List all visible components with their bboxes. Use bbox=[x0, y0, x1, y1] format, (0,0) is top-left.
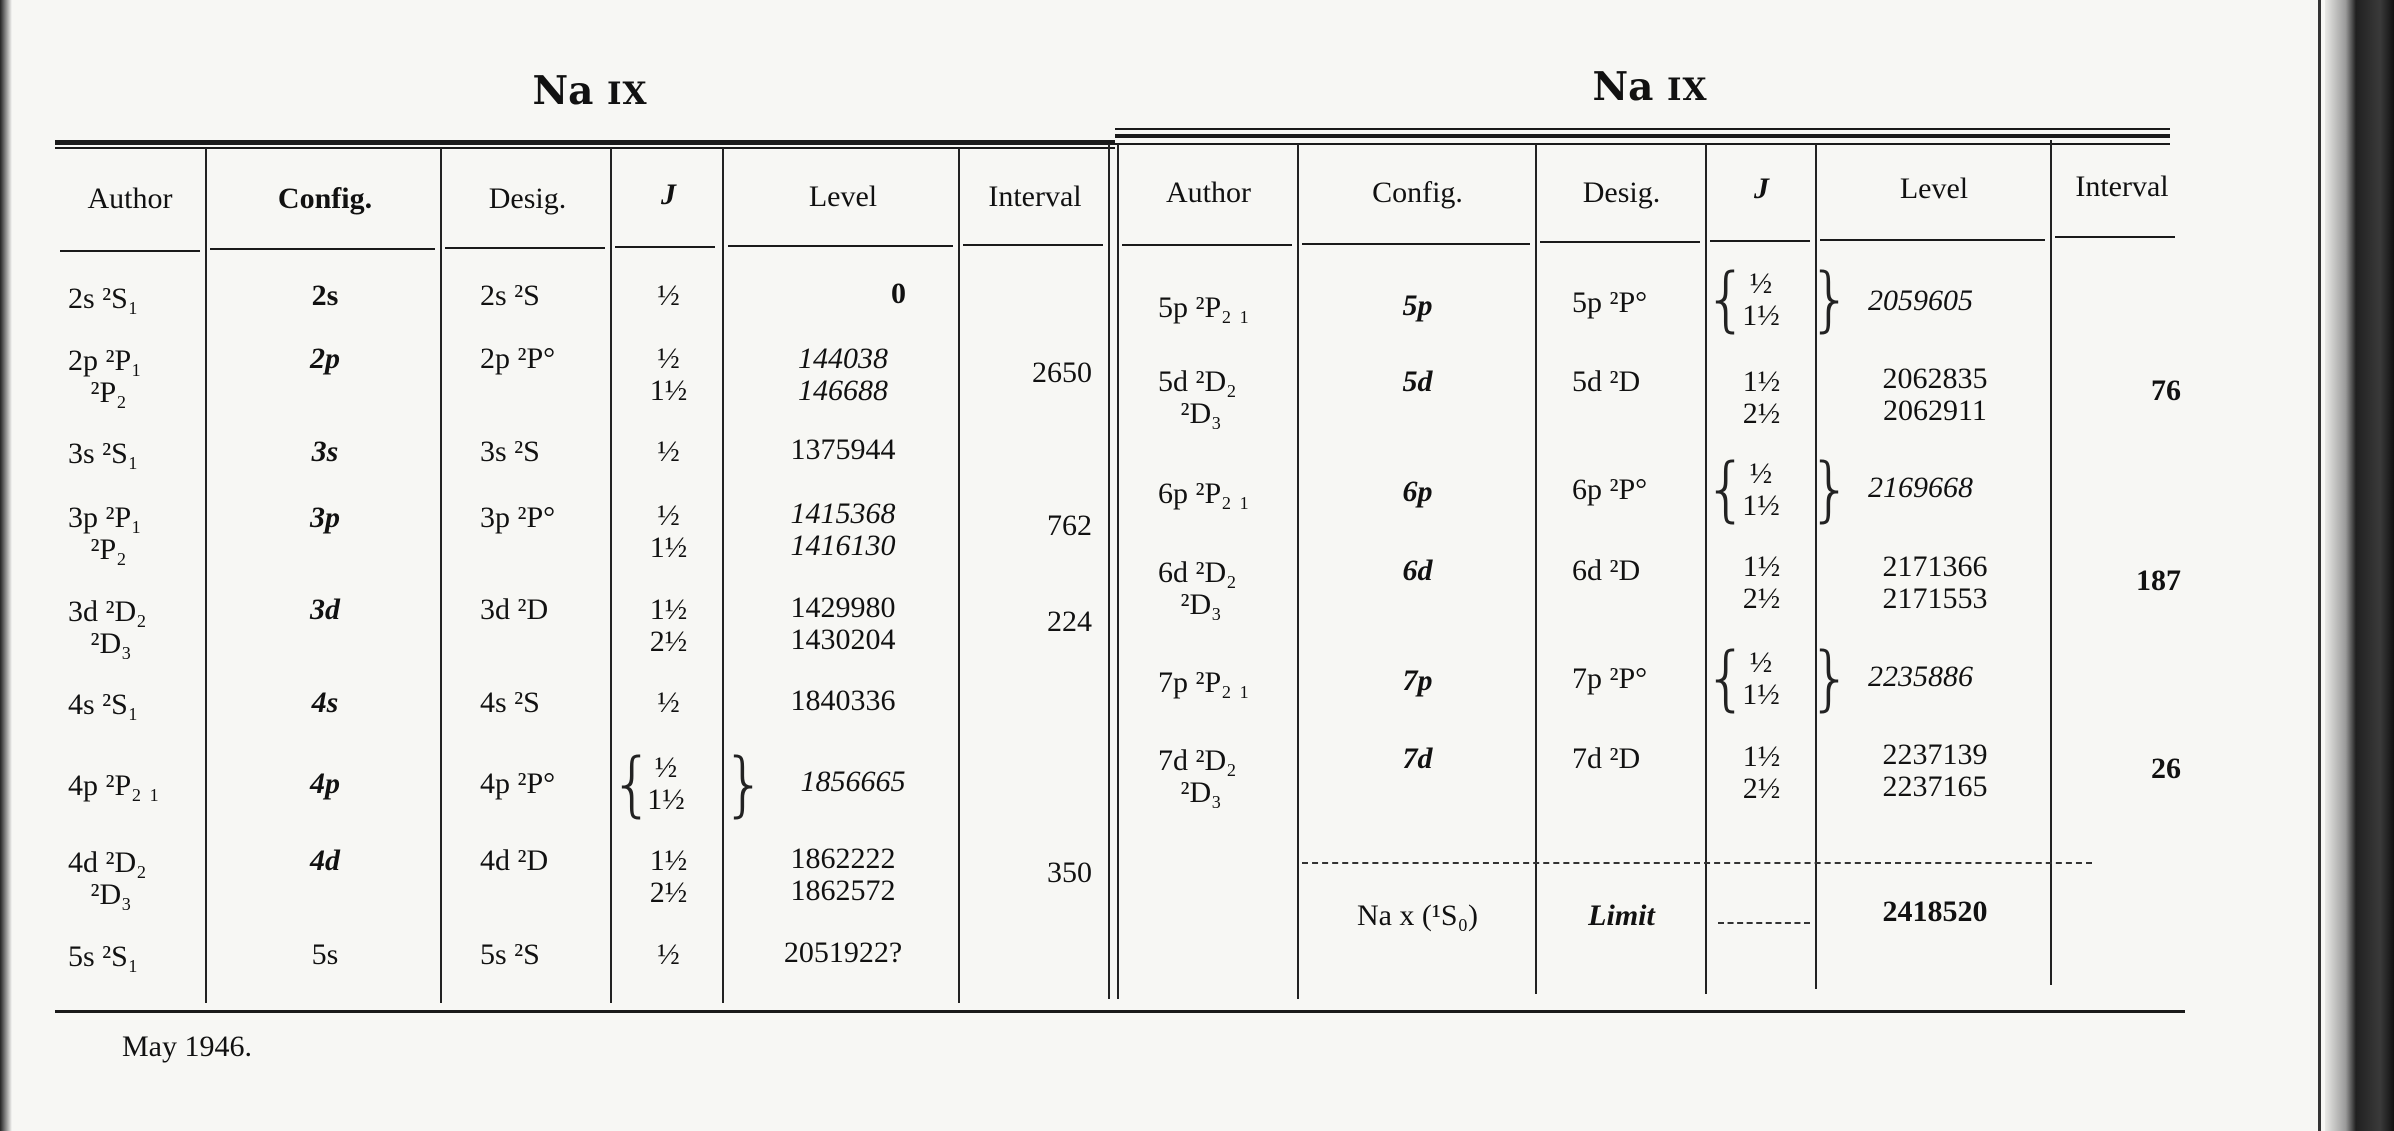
col-rule-double bbox=[1108, 144, 1110, 999]
table-cell-j: 1½ 2½ bbox=[649, 593, 688, 658]
table-cell-interval: 224 bbox=[1047, 605, 1092, 638]
left-top-rule-thin bbox=[55, 147, 1115, 149]
col-rule bbox=[610, 148, 612, 1003]
table-cell-config: 4s bbox=[311, 686, 339, 719]
header-underline bbox=[445, 247, 605, 249]
bottom-rule bbox=[55, 1010, 2185, 1013]
table-cell-config: 3p bbox=[310, 501, 340, 534]
left-header-level: Level bbox=[808, 180, 878, 213]
right-header-config: Config. bbox=[1372, 176, 1463, 209]
table-cell-level: 2062835 2062911 bbox=[1882, 362, 1988, 427]
table-cell-j: 1½ 2½ bbox=[1742, 740, 1781, 805]
table-cell-author: 2p ²P₁ ²P₂ bbox=[68, 344, 142, 409]
left-header-author: Author bbox=[87, 182, 173, 215]
right-top-rule-thin bbox=[1115, 128, 2170, 130]
table-cell-j: ½ bbox=[657, 435, 680, 468]
limit-separator bbox=[1302, 862, 2092, 864]
table-cell-author: 5s ²S₁ bbox=[68, 940, 139, 973]
table-cell-config: 5d bbox=[1402, 365, 1433, 398]
left-header-config: Config. bbox=[277, 182, 373, 215]
table-cell-level: 1375944 bbox=[790, 433, 896, 466]
col-rule bbox=[2050, 140, 2052, 985]
table-cell-author: 4d ²D₂ ²D₃ bbox=[68, 846, 147, 911]
table-cell-interval: 350 bbox=[1047, 856, 1092, 889]
table-cell-config: 6p bbox=[1402, 475, 1433, 508]
table-cell-interval: 762 bbox=[1047, 509, 1092, 542]
table-cell-level: 144038 146688 bbox=[798, 342, 888, 407]
table-cell-config: 7p bbox=[1402, 664, 1433, 697]
table-cell-desig: 3s ²S bbox=[480, 435, 540, 468]
table-cell-config: 4p bbox=[310, 767, 340, 800]
table-cell-level: 2237139 2237165 bbox=[1882, 738, 1988, 803]
table-cell-desig: 4s ²S bbox=[480, 686, 540, 719]
col-rule bbox=[205, 148, 207, 1003]
right-header-author: Author bbox=[1166, 176, 1251, 209]
header-underline bbox=[963, 244, 1103, 246]
right-brace: } bbox=[722, 743, 767, 825]
table-cell-j: ½ 1½ bbox=[1742, 457, 1780, 522]
table-cell-author: 4p ²P₂ ₁ bbox=[68, 769, 160, 802]
table-cell-level: 2051922? bbox=[783, 936, 903, 969]
left-header-interval: Interval bbox=[988, 180, 1082, 213]
col-rule bbox=[440, 148, 442, 1003]
table-cell-author: 3d ²D₂ ²D₃ bbox=[68, 595, 147, 660]
table-cell-desig: 5s ²S bbox=[480, 938, 540, 971]
table-cell-config: 2p bbox=[310, 342, 340, 375]
table-cell-desig: 2p ²P° bbox=[480, 342, 556, 375]
limit-j-dash bbox=[1718, 922, 1810, 924]
table-cell-desig: 3d ²D bbox=[480, 593, 549, 626]
top-rule-join bbox=[55, 143, 2170, 145]
table-cell-config: 2s bbox=[311, 279, 339, 312]
left-brace: { bbox=[1704, 258, 1749, 340]
right-brace: } bbox=[1808, 637, 1853, 719]
table-cell-desig: 2s ²S bbox=[480, 279, 540, 312]
left-brace: { bbox=[1704, 637, 1749, 719]
table-cell-level: 2171366 2171553 bbox=[1882, 550, 1988, 615]
header-underline bbox=[1302, 243, 1530, 245]
left-table-title: Na IX bbox=[532, 68, 648, 114]
col-rule bbox=[722, 148, 724, 1003]
right-top-rule bbox=[1115, 134, 2170, 138]
table-cell-interval: 2650 bbox=[1032, 356, 1092, 389]
table-cell-j: 1½ 2½ bbox=[649, 844, 688, 909]
header-underline bbox=[1540, 241, 1700, 243]
header-underline bbox=[60, 250, 200, 252]
table-cell-j: 1½ 2½ bbox=[1742, 365, 1781, 430]
header-underline bbox=[1710, 240, 1810, 242]
table-cell-author: 6d ²D₂ ²D₃ bbox=[1158, 556, 1237, 621]
right-brace: } bbox=[1808, 448, 1853, 530]
table-cell-desig: 7p ²P° bbox=[1572, 662, 1648, 695]
table-cell-author: 7d ²D₂ ²D₃ bbox=[1158, 744, 1237, 809]
table-cell-author: 2s ²S₁ bbox=[68, 282, 139, 315]
right-header-interval: Interval bbox=[2075, 170, 2169, 203]
header-underline bbox=[210, 248, 435, 250]
table-cell-j: ½ bbox=[657, 686, 680, 719]
col-rule bbox=[1535, 144, 1537, 994]
table-cell-j: ½ 1½ bbox=[1742, 267, 1780, 332]
left-brace: { bbox=[610, 743, 655, 825]
table-cell-config: 4d bbox=[310, 844, 340, 877]
table-cell-level: 0 bbox=[891, 277, 906, 310]
table-cell-level: 1840336 bbox=[790, 684, 896, 717]
left-header-desig: Desig. bbox=[488, 182, 567, 215]
header-underline bbox=[2055, 236, 2175, 238]
footer-date: May 1946. bbox=[122, 1030, 252, 1063]
right-header-j: J bbox=[1754, 172, 1769, 205]
scan-right-edge-line bbox=[2318, 0, 2321, 1131]
header-underline bbox=[1820, 239, 2045, 241]
table-cell-desig: 6d ²D bbox=[1572, 554, 1641, 587]
table-cell-author: 4s ²S₁ bbox=[68, 688, 139, 721]
table-cell-interval: 187 bbox=[2136, 564, 2181, 597]
limit-desig: Limit bbox=[1588, 899, 1655, 932]
table-cell-j: ½ 1½ bbox=[649, 342, 688, 407]
left-header-j: J bbox=[661, 178, 676, 211]
table-cell-author: 5d ²D₂ ²D₃ bbox=[1158, 365, 1237, 430]
table-cell-interval: 76 bbox=[2151, 374, 2181, 407]
right-table-title: Na IX bbox=[1592, 64, 1708, 110]
table-cell-interval: 26 bbox=[2151, 752, 2181, 785]
scan-right-edge bbox=[2325, 0, 2394, 1131]
table-cell-j: ½ bbox=[657, 938, 680, 971]
limit-config: Na x (¹S₀) bbox=[1356, 899, 1479, 932]
table-cell-level: 2235886 bbox=[1868, 660, 1973, 693]
table-cell-j: ½ 1½ bbox=[647, 751, 685, 816]
header-underline bbox=[1122, 244, 1292, 246]
table-cell-desig: 5d ²D bbox=[1572, 365, 1641, 398]
table-cell-j: ½ 1½ bbox=[649, 499, 688, 564]
table-cell-j: 1½ 2½ bbox=[1742, 550, 1781, 615]
table-cell-author: 3p ²P₁ ²P₂ bbox=[68, 501, 142, 566]
table-cell-author: 7p ²P₂ ₁ bbox=[1158, 666, 1250, 699]
header-underline bbox=[728, 245, 953, 247]
table-cell-author: 6p ²P₂ ₁ bbox=[1158, 477, 1250, 510]
table-cell-config: 5p bbox=[1402, 289, 1433, 322]
table-cell-level: 1415368 1416130 bbox=[790, 497, 896, 562]
right-brace: } bbox=[1808, 258, 1853, 340]
right-header-desig: Desig. bbox=[1582, 176, 1661, 209]
table-cell-author: 5p ²P₂ ₁ bbox=[1158, 291, 1250, 324]
table-cell-j: ½ bbox=[657, 279, 680, 312]
table-cell-desig: 4d ²D bbox=[480, 844, 549, 877]
scan-left-edge bbox=[0, 0, 12, 1131]
table-cell-desig: 3p ²P° bbox=[480, 501, 556, 534]
table-cell-desig: 5p ²P° bbox=[1572, 286, 1648, 319]
table-cell-author: 3s ²S₁ bbox=[68, 437, 139, 470]
header-underline bbox=[615, 246, 715, 248]
col-rule-double bbox=[1117, 144, 1119, 999]
table-cell-desig: 7d ²D bbox=[1572, 742, 1641, 775]
table-cell-level: 2059605 bbox=[1868, 284, 1973, 317]
table-cell-level: 1429980 1430204 bbox=[790, 591, 896, 656]
table-cell-config: 3s bbox=[311, 435, 339, 468]
table-cell-level: 1862222 1862572 bbox=[790, 842, 896, 907]
left-brace: { bbox=[1704, 448, 1749, 530]
table-cell-config: 6d bbox=[1402, 554, 1433, 587]
table-cell-config: 3d bbox=[310, 593, 340, 626]
col-rule bbox=[1297, 144, 1299, 999]
table-cell-level: 1856665 bbox=[800, 765, 906, 798]
table-cell-config: 5s bbox=[311, 938, 339, 971]
table-cell-desig: 6p ²P° bbox=[1572, 473, 1648, 506]
table-cell-level: 2169668 bbox=[1868, 471, 1973, 504]
table-cell-desig: 4p ²P° bbox=[480, 767, 556, 800]
table-cell-j: ½ 1½ bbox=[1742, 646, 1780, 711]
limit-level: 2418520 bbox=[1882, 895, 1988, 928]
table-cell-config: 7d bbox=[1402, 742, 1433, 775]
right-header-level: Level bbox=[1899, 172, 1969, 205]
